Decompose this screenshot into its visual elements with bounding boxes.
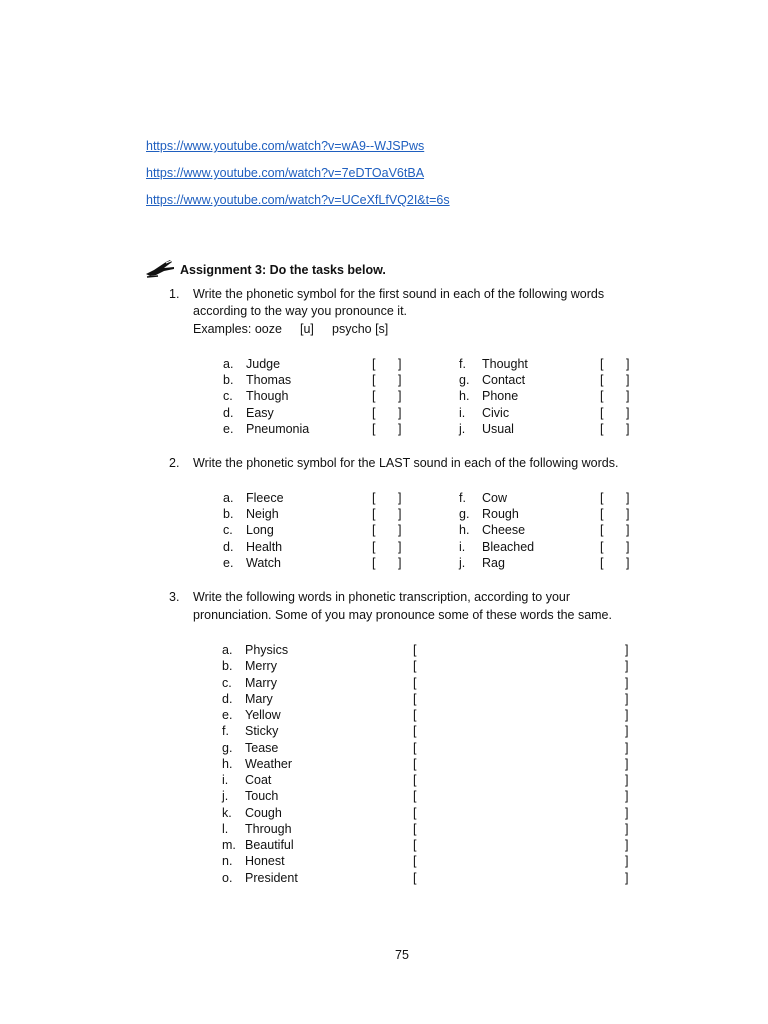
item-word: Bleached xyxy=(482,539,535,554)
item-letter: d. xyxy=(223,405,234,420)
item-letter: d. xyxy=(223,539,234,554)
item-letter: j. xyxy=(459,421,466,436)
bracket-open: [ xyxy=(372,357,376,371)
bracket-close: ] xyxy=(626,389,630,404)
bracket-close: ] xyxy=(398,507,402,522)
list-item xyxy=(459,388,639,404)
item-word: Health xyxy=(246,539,283,554)
bracket-close: ] xyxy=(398,555,402,570)
item-word: Phone xyxy=(482,389,519,404)
list-item xyxy=(222,772,634,788)
bracket-open: [ xyxy=(413,773,417,787)
list-item xyxy=(222,642,634,658)
item-letter: h. xyxy=(459,523,470,538)
item-word: Physics xyxy=(245,643,289,657)
list-item xyxy=(459,555,639,571)
assignment-title: Assignment 3: Do the tasks below. xyxy=(180,263,386,277)
youtube-link-3[interactable]: https://www.youtube.com/watch?v=UCeXfLfVQ2I&t=6s xyxy=(146,193,450,207)
bracket-close: ] xyxy=(626,539,630,554)
item-letter: l. xyxy=(222,821,229,836)
list-item xyxy=(459,539,639,555)
item-letter: h. xyxy=(222,756,233,771)
bracket-close: ] xyxy=(398,405,402,420)
task-1-example-2: psycho [s] xyxy=(332,322,389,336)
list-item xyxy=(223,388,413,404)
bracket-close: ] xyxy=(398,373,402,388)
bracket-close: ] xyxy=(398,491,402,505)
bracket-close: ] xyxy=(625,675,629,690)
bracket-open: [ xyxy=(413,870,417,885)
bracket-close: ] xyxy=(398,357,402,371)
bracket-close: ] xyxy=(625,659,629,674)
bracket-close: ] xyxy=(625,838,629,852)
list-item xyxy=(459,490,639,506)
bracket-close: ] xyxy=(625,643,629,657)
bracket-open: [ xyxy=(413,805,417,820)
list-item xyxy=(222,740,634,756)
list-item xyxy=(222,658,634,674)
list-item xyxy=(222,805,634,821)
bracket-close: ] xyxy=(626,357,630,371)
item-letter: b. xyxy=(222,659,233,674)
item-letter: g. xyxy=(459,507,470,522)
task-2-instruction: Write the phonetic symbol for the LAST sound in each of the following words. xyxy=(193,456,619,470)
bracket-open: [ xyxy=(600,491,604,505)
bracket-close: ] xyxy=(398,389,402,404)
item-word: Beautiful xyxy=(245,838,294,852)
item-letter: g. xyxy=(459,373,470,388)
item-letter: i. xyxy=(459,405,466,420)
item-letter: m. xyxy=(222,838,236,852)
item-word: Cough xyxy=(245,805,282,820)
list-item xyxy=(222,723,634,739)
list-item xyxy=(222,756,634,772)
item-letter: i. xyxy=(222,773,229,787)
task-1-example-symbol: [u] xyxy=(300,322,314,336)
item-letter: j. xyxy=(222,789,229,804)
list-item xyxy=(223,421,413,437)
item-letter: c. xyxy=(223,523,233,538)
item-letter: e. xyxy=(223,421,234,436)
list-item xyxy=(222,788,634,804)
bracket-open: [ xyxy=(600,523,604,538)
bracket-open: [ xyxy=(372,421,376,436)
bracket-open: [ xyxy=(413,789,417,804)
item-letter: e. xyxy=(222,708,233,722)
bracket-open: [ xyxy=(372,373,376,388)
item-letter: a. xyxy=(222,643,233,657)
bracket-open: [ xyxy=(413,708,417,722)
item-letter: b. xyxy=(223,373,234,388)
youtube-link-1[interactable]: https://www.youtube.com/watch?v=wA9--WJSPws xyxy=(146,139,425,153)
item-word: Civic xyxy=(482,405,510,420)
bracket-close: ] xyxy=(398,421,402,436)
item-word: Long xyxy=(246,523,274,538)
bracket-close: ] xyxy=(398,539,402,554)
item-word: Mary xyxy=(245,691,273,706)
bracket-open: [ xyxy=(372,555,376,570)
list-item xyxy=(459,405,639,421)
item-letter: c. xyxy=(223,389,233,404)
item-letter: f. xyxy=(222,724,229,739)
list-item xyxy=(459,421,639,437)
task-1-examples-label: Examples: ooze xyxy=(193,322,282,336)
bracket-open: [ xyxy=(413,756,417,771)
item-word: Coat xyxy=(245,773,272,787)
bracket-close: ] xyxy=(625,724,629,739)
item-word: Fleece xyxy=(246,491,284,505)
item-word: Easy xyxy=(246,405,274,420)
item-letter: o. xyxy=(222,870,233,885)
list-item xyxy=(223,356,413,372)
item-letter: a. xyxy=(223,357,234,371)
bracket-open: [ xyxy=(600,357,604,371)
bracket-close: ] xyxy=(626,555,630,570)
item-letter: f. xyxy=(459,357,466,371)
bracket-close: ] xyxy=(625,821,629,836)
item-letter: n. xyxy=(222,854,233,869)
bracket-open: [ xyxy=(600,421,604,436)
item-word: Though xyxy=(246,389,289,404)
bracket-open: [ xyxy=(600,389,604,404)
item-word: Thomas xyxy=(246,373,292,388)
bracket-close: ] xyxy=(626,523,630,538)
item-letter: k. xyxy=(222,805,232,820)
task-1-instruction-line2: according to the way you pronounce it. xyxy=(193,304,408,318)
bracket-close: ] xyxy=(626,491,630,505)
item-word: Cheese xyxy=(482,523,526,538)
bracket-close: ] xyxy=(625,708,629,722)
task-3-instruction-line2: pronunciation. Some of you may pronounce some of these words the same. xyxy=(193,608,612,622)
item-word: Rough xyxy=(482,507,519,522)
item-word: Cow xyxy=(482,491,508,505)
bracket-close: ] xyxy=(625,756,629,771)
bracket-open: [ xyxy=(413,691,417,706)
item-letter: b. xyxy=(223,507,234,522)
item-word: Neigh xyxy=(246,507,279,522)
item-letter: i. xyxy=(459,539,466,554)
item-letter: j. xyxy=(459,555,466,570)
item-word: Merry xyxy=(245,659,277,674)
item-word: Pneumonia xyxy=(246,421,310,436)
list-item xyxy=(223,506,413,522)
list-item xyxy=(222,707,634,723)
item-letter: d. xyxy=(222,691,233,706)
item-word: Through xyxy=(245,821,292,836)
list-item xyxy=(222,853,634,869)
task-2-number: 2. xyxy=(169,456,180,470)
list-item xyxy=(223,405,413,421)
bracket-open: [ xyxy=(413,659,417,674)
bracket-open: [ xyxy=(413,675,417,690)
bracket-close: ] xyxy=(626,421,630,436)
bracket-open: [ xyxy=(413,740,417,755)
item-word: Weather xyxy=(245,756,293,771)
list-item xyxy=(459,356,639,372)
item-letter: e. xyxy=(223,555,234,570)
item-word: Marry xyxy=(245,675,277,690)
list-item xyxy=(459,522,639,538)
task-1-instruction-line1: Write the phonetic symbol for the first sound in each of the following words xyxy=(193,287,605,301)
item-word: Thought xyxy=(482,357,528,371)
task-1-number: 1. xyxy=(169,287,180,301)
item-word: Usual xyxy=(482,421,514,436)
bracket-open: [ xyxy=(413,821,417,836)
bracket-open: [ xyxy=(600,539,604,554)
item-letter: g. xyxy=(222,740,233,755)
bracket-open: [ xyxy=(372,523,376,538)
item-word: Judge xyxy=(246,357,281,371)
list-item xyxy=(222,821,634,837)
bracket-open: [ xyxy=(413,643,417,657)
item-letter: a. xyxy=(223,491,234,505)
bracket-close: ] xyxy=(625,691,629,706)
item-letter: f. xyxy=(459,491,466,505)
bracket-close: ] xyxy=(398,523,402,538)
item-word: Sticky xyxy=(245,724,279,739)
task-3-number: 3. xyxy=(169,590,180,604)
item-letter: h. xyxy=(459,389,470,404)
bracket-close: ] xyxy=(626,405,630,420)
item-word: Honest xyxy=(245,854,285,869)
bracket-close: ] xyxy=(625,870,629,885)
item-word: Yellow xyxy=(245,708,281,722)
bracket-open: [ xyxy=(600,405,604,420)
bracket-close: ] xyxy=(625,773,629,787)
bracket-open: [ xyxy=(413,838,417,852)
bracket-close: ] xyxy=(625,740,629,755)
bracket-open: [ xyxy=(372,507,376,522)
bracket-close: ] xyxy=(626,507,630,522)
list-item xyxy=(222,870,634,886)
item-word: Contact xyxy=(482,373,526,388)
bracket-open: [ xyxy=(600,555,604,570)
list-item xyxy=(222,691,634,707)
youtube-link-2[interactable]: https://www.youtube.com/watch?v=7eDTOaV6tBA xyxy=(146,166,425,180)
bracket-open: [ xyxy=(600,507,604,522)
list-item xyxy=(223,522,413,538)
bracket-close: ] xyxy=(626,373,630,388)
list-item xyxy=(223,555,413,571)
item-word: President xyxy=(245,870,298,885)
task-3-instruction-line1: Write the following words in phonetic transcription, according to your xyxy=(193,590,571,604)
list-item xyxy=(459,372,639,388)
bracket-open: [ xyxy=(413,854,417,869)
bracket-open: [ xyxy=(413,724,417,739)
list-item xyxy=(223,372,413,388)
list-item xyxy=(223,539,413,555)
list-item xyxy=(222,675,634,691)
item-letter: c. xyxy=(222,675,232,690)
item-word: Watch xyxy=(246,555,281,570)
bracket-close: ] xyxy=(625,789,629,804)
bracket-open: [ xyxy=(372,539,376,554)
item-word: Rag xyxy=(482,555,505,570)
bracket-open: [ xyxy=(372,405,376,420)
bracket-open: [ xyxy=(372,491,376,505)
list-item xyxy=(459,506,639,522)
list-item xyxy=(223,490,413,506)
bracket-close: ] xyxy=(625,854,629,869)
bracket-open: [ xyxy=(372,389,376,404)
item-word: Tease xyxy=(245,740,279,755)
bracket-open: [ xyxy=(600,373,604,388)
page-number: 75 xyxy=(395,948,409,962)
list-item xyxy=(222,837,634,853)
bracket-close: ] xyxy=(625,805,629,820)
item-word: Touch xyxy=(245,789,279,804)
writing-hand-icon xyxy=(144,258,178,278)
